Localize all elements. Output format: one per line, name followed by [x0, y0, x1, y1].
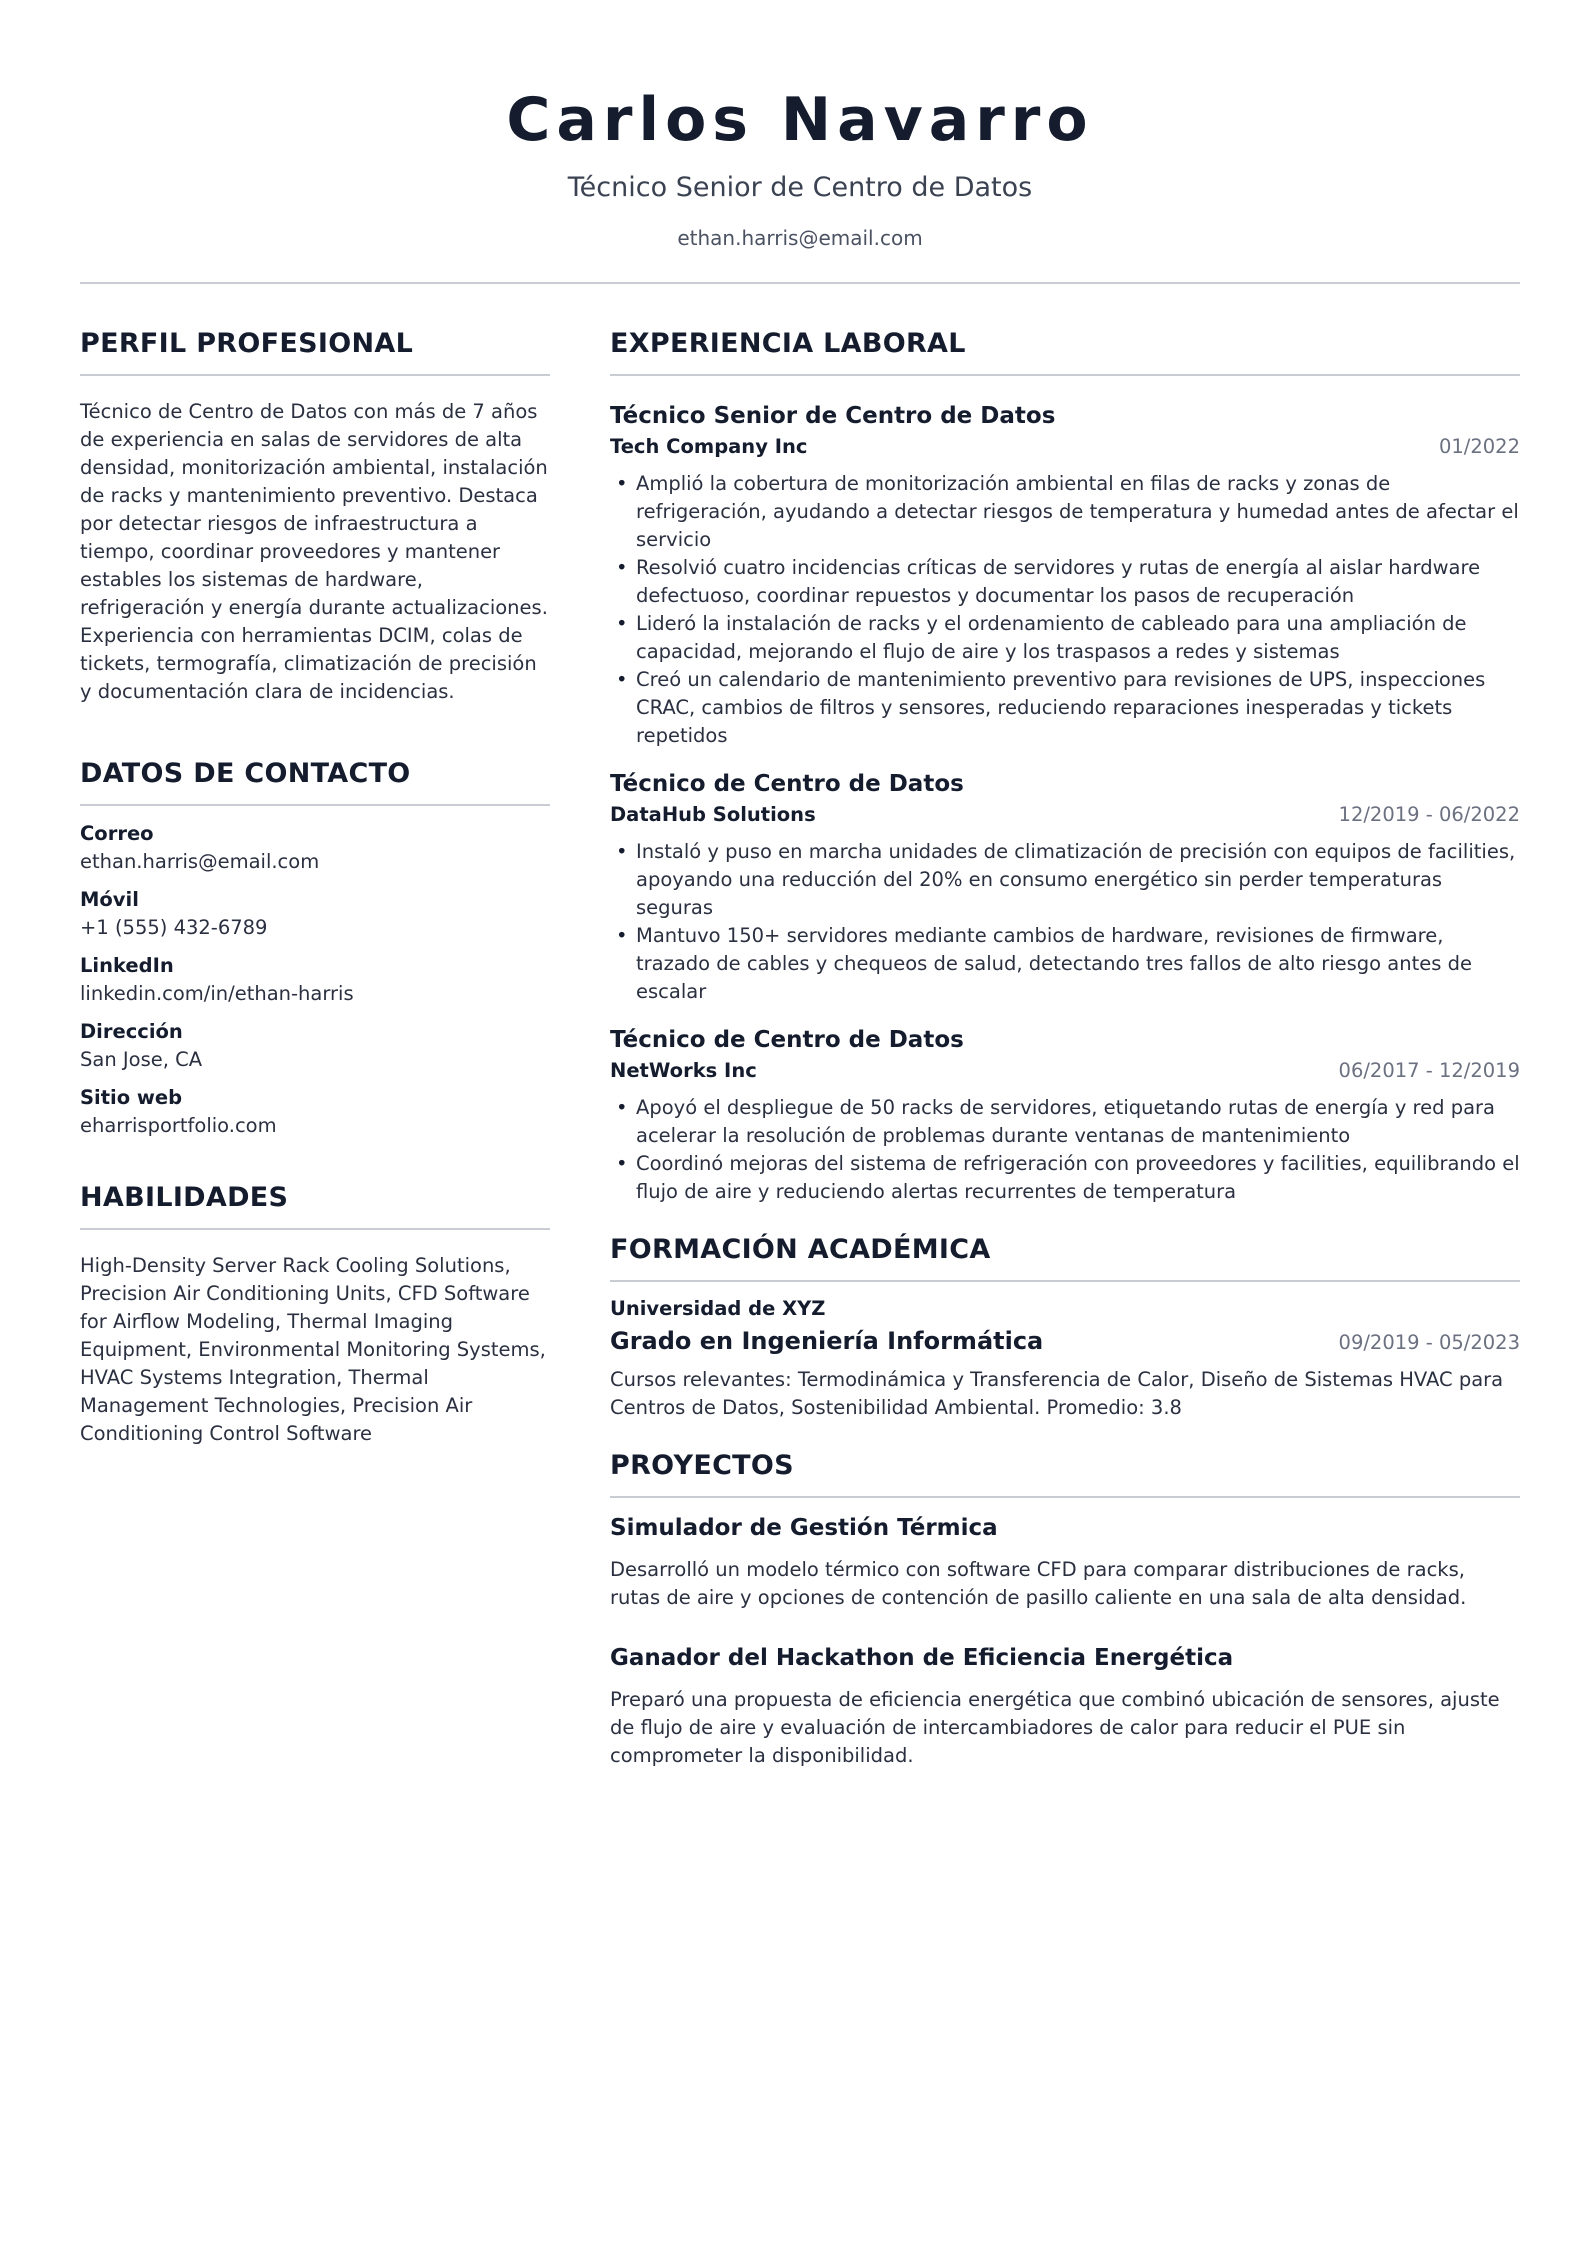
skills-text: High-Density Server Rack Cooling Solutions, Precision Air Conditioning Units, CFD Software for Airflow Modeling, Thermal Imaging Equipment, Environmental Monitoring Systems, HVAC Systems Integration, Thermal Management Technologies, Precision Air Conditioning Control Software: [80, 1254, 546, 1445]
education-degree: Grado en Ingeniería Informática: [610, 1327, 1044, 1355]
profile-text: Técnico de Centro de Datos con más de 7 años de experiencia en salas de servidores de alta densidad, monitorización ambiental, instalación de racks y mantenimiento preventivo. Destaca por detectar riesgos de infraestructura a tiempo, coordinar proveedores y mantener estables los sistemas de hardware, refrigeración y energía durante actualizaciones. Experiencia con herramientas DCIM, colas de tickets, termografía, climatización de precisión y documentación clara de incidencias.: [80, 400, 548, 703]
contact-item: [80, 952, 550, 1008]
job-entry: [610, 768, 1520, 1006]
project-text: Desarrolló un modelo térmico con software CFD para comparar distribuciones de racks, rutas de aire y opciones de contención de pasillo caliente en una sala de alta densidad.: [610, 1558, 1467, 1609]
experience-section: [610, 322, 1520, 1206]
projects-heading: PROYECTOS: [610, 1444, 1520, 1498]
contact-label-email: Correo: [80, 822, 154, 845]
contact-phone: +1 (555) 432-6789: [80, 916, 268, 939]
job-entry: [610, 1024, 1520, 1206]
resume-header: [80, 82, 1520, 252]
profile-section: [80, 322, 550, 706]
education-details: Cursos relevantes: Termodinámica y Transferencia de Calor, Diseño de Sistemas HVAC para Centros de Datos, Sostenibilidad Ambiental. Promedio: 3.8: [610, 1368, 1504, 1419]
contact-email: ethan.harris@email.com: [80, 850, 320, 873]
header-email: ethan.harris@email.com: [677, 226, 923, 250]
job-bullet: • Creó un calendario de mantenimiento preventivo para revisiones de UPS, inspecciones CRAC, cambios de filtros y sensores, reduciendo reparaciones inesperadas y tickets repetidos: [610, 666, 1520, 750]
contact-label-address: Dirección: [80, 1020, 183, 1043]
job-bullet: • Apoyó el despliegue de 50 racks de servidores, etiquetando rutas de energía y red para acelerar la resolución de problemas durante ventanas de mantenimiento: [610, 1094, 1520, 1150]
header-divider: [80, 282, 1520, 284]
contact-item: [80, 1018, 550, 1074]
contact-item: [80, 886, 550, 942]
experience-heading: EXPERIENCIA LABORAL: [610, 322, 1520, 376]
job-meta: [610, 800, 1520, 830]
job-date: 06/2017 - 12/2019: [1338, 1059, 1520, 1082]
contact-label-website: Sitio web: [80, 1086, 183, 1109]
candidate-title: Técnico Senior de Centro de Datos: [567, 172, 1033, 203]
job-bullet: • Instaló y puso en marcha unidades de climatización de precisión con equipos de facilities, apoyando una reducción del 20% en consumo energético sin perder temperaturas seguras: [610, 838, 1520, 922]
job-meta: [610, 432, 1520, 462]
contact-item: [80, 820, 550, 876]
job-company: NetWorks Inc: [610, 1059, 757, 1082]
candidate-name: Carlos Navarro: [506, 85, 1094, 155]
education-meta: [610, 1324, 1520, 1358]
education-heading: FORMACIÓN ACADÉMICA: [610, 1228, 1520, 1282]
project-title: Simulador de Gestión Térmica: [610, 1515, 998, 1541]
left-column: [80, 322, 550, 1448]
job-entry: [610, 400, 1520, 750]
job-company: Tech Company Inc: [610, 435, 808, 458]
job-bullets: [610, 470, 1520, 750]
skills-section: [80, 1176, 550, 1448]
job-date: 12/2019 - 06/2022: [1338, 803, 1520, 826]
education-school: Universidad de XYZ: [610, 1297, 826, 1320]
job-bullets: [610, 838, 1520, 1006]
contact-item: [80, 1084, 550, 1140]
job-date: 01/2022: [1438, 435, 1520, 458]
job-bullet: • Resolvió cuatro incidencias críticas de servidores y rutas de energía al aislar hardware defectuoso, coordinar repuestos y documentar los pasos de recuperación: [610, 554, 1520, 610]
job-role: Técnico de Centro de Datos: [610, 1027, 964, 1053]
job-role: Técnico de Centro de Datos: [610, 771, 964, 797]
job-bullet: • Lideró la instalación de racks y el ordenamiento de cableado para una ampliación de capacidad, mejorando el flujo de aire y los traspasos a redes y sistemas: [610, 610, 1520, 666]
job-meta: [610, 1056, 1520, 1086]
contact-website: eharrisportfolio.com: [80, 1114, 277, 1137]
skills-heading: HABILIDADES: [80, 1176, 550, 1230]
contact-address: San Jose, CA: [80, 1048, 203, 1071]
job-company: DataHub Solutions: [610, 803, 816, 826]
education-date: 09/2019 - 05/2023: [1338, 1331, 1520, 1354]
job-bullet: • Amplió la cobertura de monitorización ambiental en filas de racks y zonas de refrigeración, ayudando a detectar riesgos de temperatura y humedad antes de afectar el servicio: [610, 470, 1520, 554]
job-bullets: [610, 1094, 1520, 1206]
contact-label-linkedin: LinkedIn: [80, 954, 174, 977]
projects-section: [610, 1444, 1520, 1770]
contact-section: [80, 752, 550, 1140]
job-bullet: • Mantuvo 150+ servidores mediante cambios de hardware, revisiones de firmware, trazado de cables y chequeos de salud, detectando tres fallos de alto riesgo antes de escalar: [610, 922, 1520, 1006]
contact-heading: DATOS DE CONTACTO: [80, 752, 550, 806]
project-text: Preparó una propuesta de eficiencia energética que combinó ubicación de sensores, ajuste de flujo de aire y evaluación de intercambiadores de calor para reducir el PUE sin comprometer la disponibilidad.: [610, 1688, 1500, 1767]
job-bullet: • Coordinó mejoras del sistema de refrigeración con proveedores y facilities, equilibrando el flujo de aire y reduciendo alertas recurrentes de temperatura: [610, 1150, 1520, 1206]
contact-linkedin: linkedin.com/in/ethan-harris: [80, 982, 354, 1005]
project-title: Ganador del Hackathon de Eficiencia Energética: [610, 1645, 1234, 1671]
job-role: Técnico Senior de Centro de Datos: [610, 403, 1056, 429]
project-entry: [610, 1512, 1520, 1612]
profile-heading: PERFIL PROFESIONAL: [80, 322, 550, 376]
contact-label-phone: Móvil: [80, 888, 139, 911]
education-section: [610, 1228, 1520, 1422]
right-column: [610, 322, 1520, 1800]
project-entry: [610, 1642, 1520, 1770]
